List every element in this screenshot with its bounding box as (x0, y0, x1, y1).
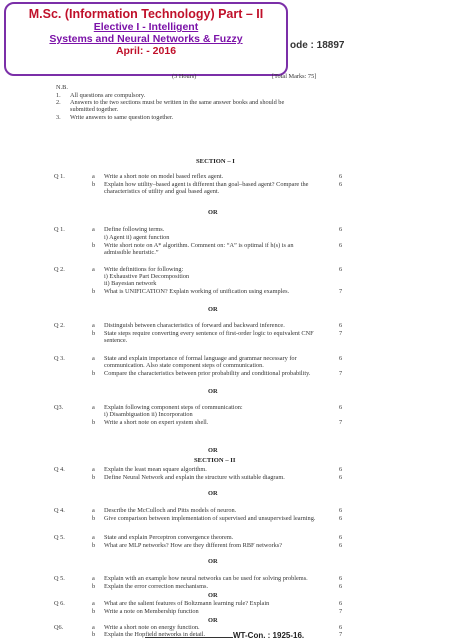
nb-item-number: 2. (56, 99, 61, 106)
question-marks: 7 (339, 288, 343, 295)
section-1-heading: SECTION – I (196, 158, 235, 165)
question-text: State and explain Perceptron convergence theorem. (104, 534, 234, 541)
banner-course: M.Sc. (Information Technology) Part – II (28, 7, 264, 21)
question-marks: 6 (339, 466, 343, 473)
question-marks: 7 (339, 370, 343, 377)
question-number: Q 2. (54, 322, 65, 329)
question-marks: 6 (339, 322, 343, 329)
question-number: Q 4. (54, 466, 65, 473)
question-part: a (92, 322, 95, 329)
question-part: b (92, 631, 96, 638)
question-part: a (92, 575, 95, 582)
question-number: Q 5. (54, 534, 65, 541)
question-part: a (92, 226, 95, 233)
question-marks: 6 (339, 600, 343, 607)
question-part: b (92, 474, 96, 481)
question-text: Give comparison between implementation of supervised and unsupervised learning. (104, 515, 316, 522)
question-text: Define following terms. (104, 226, 165, 233)
question-text: Explain how utility–based agent is different than goal–based agent? Compare the (104, 181, 309, 188)
question-marks: 7 (339, 419, 343, 426)
question-text: Write definitions for following: (104, 266, 184, 273)
question-marks: 6 (339, 507, 343, 514)
question-text: communication. Also state component steps of communication. (104, 362, 264, 369)
question-part: a (92, 173, 95, 180)
or-separator: OR (208, 490, 218, 497)
question-text: Write short note on A* algorithm. Comment on: “A” is optimal if h(s) is an (104, 242, 294, 249)
question-marks: 6 (339, 242, 343, 249)
question-text: What is UNIFICATION? Explain working of unification using examples. (104, 288, 290, 295)
question-text: Explain the error correction mechanisms. (104, 583, 209, 590)
paper-code: ode : 18897 (290, 40, 345, 51)
question-part: a (92, 466, 95, 473)
question-part: b (92, 608, 96, 615)
question-marks: 7 (339, 631, 343, 638)
question-marks: 6 (339, 266, 343, 273)
nb-item-text: submitted together. (70, 106, 119, 113)
question-text: Distinguish between characteristics of forward and backward inference. (104, 322, 285, 329)
nb-item-text: Answers to the two sections must be written in the same answer books and should be (70, 99, 285, 106)
nb-item-number: 3. (56, 114, 61, 121)
question-number: Q 3. (54, 355, 65, 362)
question-number: Q 1. (54, 226, 65, 233)
question-marks: 6 (339, 355, 343, 362)
question-marks: 7 (339, 608, 343, 615)
question-marks: 6 (339, 173, 343, 180)
question-marks: 7 (339, 330, 343, 337)
banner-elective: Elective I - Intelligent (93, 21, 199, 33)
question-text: Describe the McCulloch and Pitts models of neuron. (104, 507, 237, 514)
question-number: Q 4. (54, 507, 65, 514)
question-part: b (92, 515, 96, 522)
question-text: Explain the Hopfield networks in detail. (104, 631, 206, 638)
question-marks: 6 (339, 181, 343, 188)
question-text: Explain with an example how neural networks can be used for solving problems. (104, 575, 308, 582)
question-text: Write a note on Membership function (104, 608, 199, 615)
question-text: characteristics of utility and goal based agent. (104, 188, 220, 195)
section-2-heading: SECTION – II (194, 457, 236, 464)
question-marks: 6 (339, 624, 343, 631)
question-text: What are MLP networks? How are they different from RBF networks? (104, 542, 283, 549)
question-text: Explain following component steps of communication: (104, 404, 243, 411)
banner-date: April: - 2016 (115, 45, 177, 57)
banner-subject: Systems and Neural Networks & Fuzzy (49, 33, 243, 45)
title-banner (4, 2, 288, 76)
question-text: Write a short note on expert system shell. (104, 419, 209, 426)
question-part: b (92, 242, 96, 249)
nb-title: N.B. (56, 84, 68, 91)
question-text: Write a short note on energy function. (104, 624, 200, 631)
question-marks: 6 (339, 534, 343, 541)
question-part: b (92, 288, 96, 295)
question-text: What are the salient features of Boltzmann learning rule? Explain (104, 600, 270, 607)
question-text: Explain the least mean square algorithm. (104, 466, 207, 473)
question-part: a (92, 507, 95, 514)
nb-item-number: 1. (56, 92, 61, 99)
question-part: a (92, 534, 95, 541)
or-separator: OR (208, 617, 218, 624)
question-text: admissible heuristic.” (104, 249, 159, 256)
or-separator: OR (208, 306, 218, 313)
or-separator: OR (208, 388, 218, 395)
question-part: a (92, 624, 95, 631)
nb-item-text: Write answers to same question together. (70, 114, 174, 121)
question-number: Q6. (54, 624, 64, 631)
question-part: a (92, 600, 95, 607)
question-part: b (92, 583, 96, 590)
question-marks: 6 (339, 575, 343, 582)
or-separator: OR (208, 447, 218, 454)
question-text: State and explain importance of formal language and grammar necessary for (104, 355, 297, 362)
question-marks: 6 (339, 583, 343, 590)
or-separator: OR (208, 558, 218, 565)
question-part: a (92, 266, 95, 273)
question-part: b (92, 330, 96, 337)
question-part: a (92, 404, 95, 411)
question-part: b (92, 419, 96, 426)
question-part: b (92, 181, 96, 188)
or-separator: OR (208, 209, 218, 216)
question-part: b (92, 542, 96, 549)
question-text: Compare the characteristics between prior probability and conditional probability. (104, 370, 311, 377)
question-text: i) Disambiguation ii) Incorporation (104, 411, 193, 418)
question-text: i) Exhaustive Part Decomposition (104, 273, 190, 280)
question-number: Q 2. (54, 266, 65, 273)
total-marks: [Total Marks: 75] (272, 73, 317, 80)
nb-item-text: All questions are compulsory. (70, 92, 146, 99)
question-marks: 6 (339, 515, 343, 522)
footer-code: WT-Con. : 1925-16. (233, 631, 305, 640)
question-number: Q3. (54, 404, 64, 411)
question-part: b (92, 370, 96, 377)
question-text: i) Agent ii) agent function (104, 234, 170, 241)
question-number: Q 1. (54, 173, 65, 180)
footer-rule (145, 637, 233, 638)
question-marks: 6 (339, 226, 343, 233)
or-separator: OR (208, 592, 218, 599)
question-marks: 6 (339, 404, 343, 411)
exam-duration: (3 Hours) (172, 73, 197, 80)
question-text: ii) Bayesian network (104, 280, 157, 287)
question-number: Q 6. (54, 600, 65, 607)
question-marks: 6 (339, 542, 343, 549)
question-text: sentence. (104, 337, 128, 344)
question-part: a (92, 355, 95, 362)
question-number: Q 5. (54, 575, 65, 582)
question-text: Define Neural Network and explain the structure with suitable diagram. (104, 474, 285, 481)
question-text: Write a short note on model based reflex agent. (104, 173, 224, 180)
question-marks: 6 (339, 474, 343, 481)
question-text: State steps require converting every sentence of first-order logic to equivalent CNF (104, 330, 314, 337)
